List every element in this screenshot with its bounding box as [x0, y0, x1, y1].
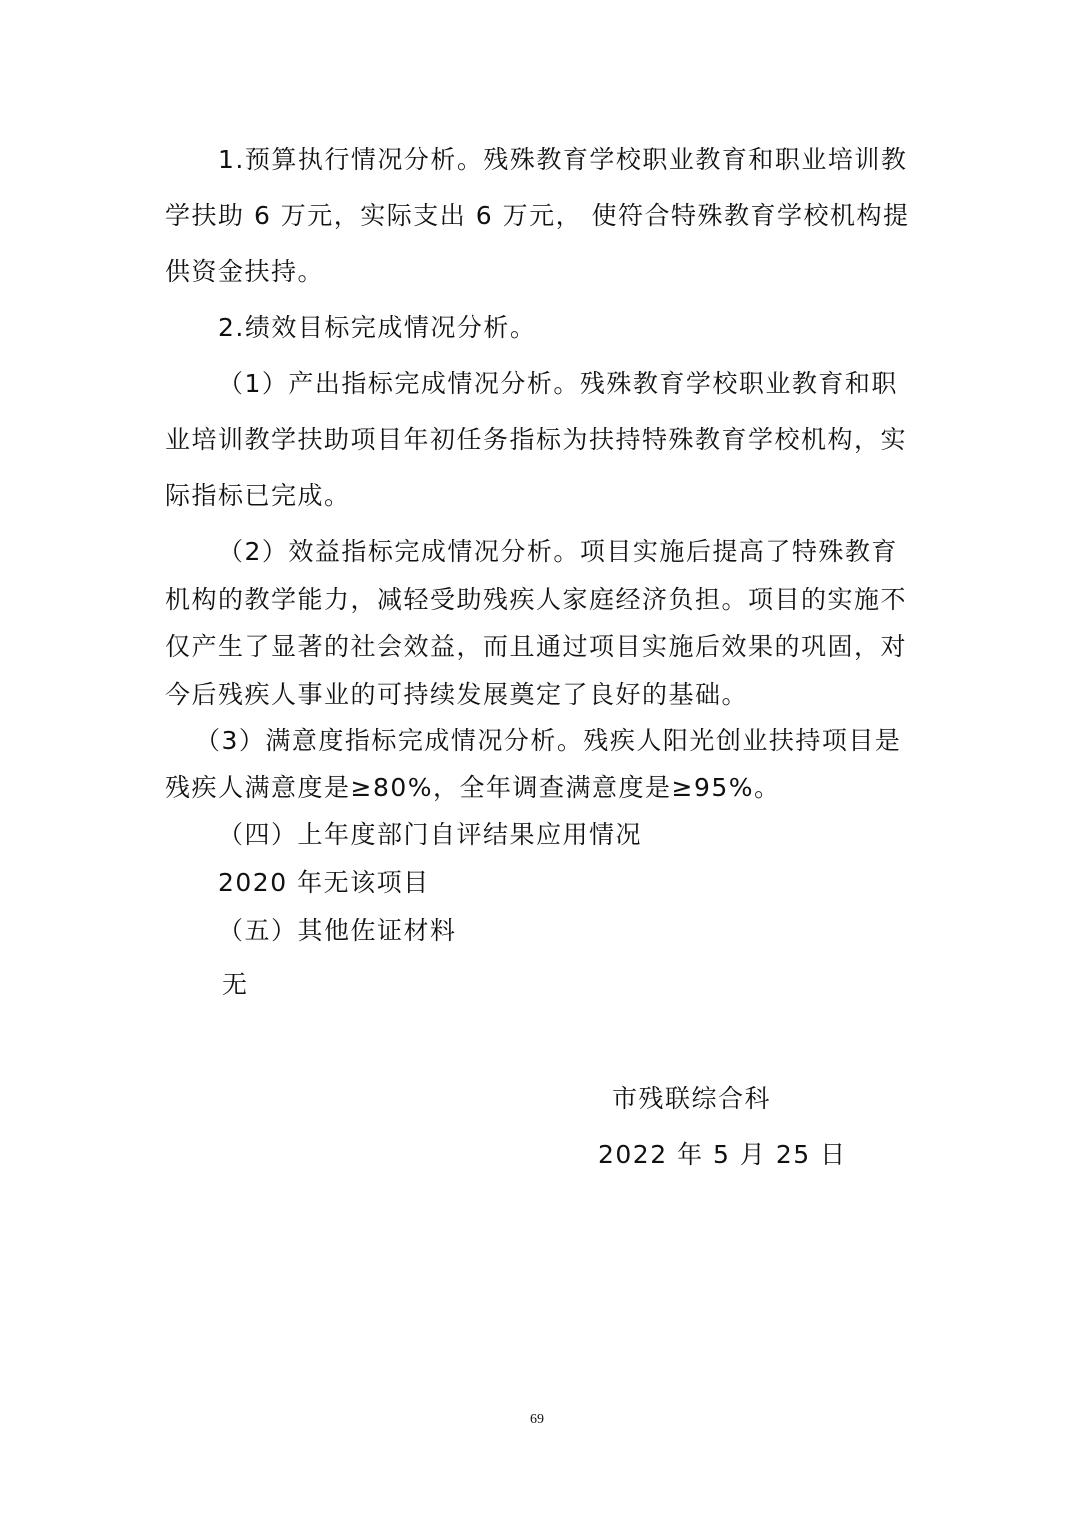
paragraph-satisfaction-indicator-line-1: （3）满意度指标完成情况分析。残疾人阳光创业扶持项目是 — [195, 726, 902, 755]
signature-date: 2022 年 5 月 25 日 — [598, 1140, 847, 1169]
paragraph-satisfaction-indicator-line-2: 残疾人满意度是≥80%，全年调查满意度是≥95%。 — [165, 773, 781, 802]
heading-supporting-materials: （五）其他佐证材料 — [218, 916, 457, 945]
signature-organization: 市残联综合科 — [612, 1084, 772, 1113]
text-no-materials: 无 — [222, 970, 249, 999]
paragraph-benefit-indicator-line-3: 仅产生了显著的社会效益，而且通过项目实施后效果的巩固，对 — [165, 632, 908, 661]
paragraph-benefit-indicator-line-4: 今后残疾人事业的可持续发展奠定了良好的基础。 — [165, 680, 749, 709]
text-no-project-2020: 2020 年无该项目 — [218, 868, 430, 897]
heading-self-evaluation-application: （四）上年度部门自评结果应用情况 — [218, 820, 643, 849]
paragraph-output-indicator-line-1: （1）产出指标完成情况分析。残殊教育学校职业教育和职 — [218, 369, 898, 398]
heading-performance-analysis: 2.绩效目标完成情况分析。 — [218, 313, 537, 342]
paragraph-benefit-indicator-line-1: （2）效益指标完成情况分析。项目实施后提高了特殊教育 — [218, 537, 898, 566]
paragraph-benefit-indicator-line-2: 机构的教学能力，减轻受助残疾人家庭经济负担。项目的实施不 — [165, 585, 908, 614]
paragraph-output-indicator-line-3: 际指标已完成。 — [165, 481, 351, 510]
page-number: 69 — [530, 1412, 544, 1427]
paragraph-budget-execution-line-2: 学扶助 6 万元，实际支出 6 万元， 使符合特殊教育学校机构提 — [165, 201, 910, 230]
paragraph-budget-execution-line-1: 1.预算执行情况分析。残殊教育学校职业教育和职业培训教 — [218, 145, 908, 174]
paragraph-budget-execution-line-3: 供资金扶持。 — [165, 257, 325, 286]
paragraph-output-indicator-line-2: 业培训教学扶助项目年初任务指标为扶持特殊教育学校机构，实 — [165, 425, 908, 454]
